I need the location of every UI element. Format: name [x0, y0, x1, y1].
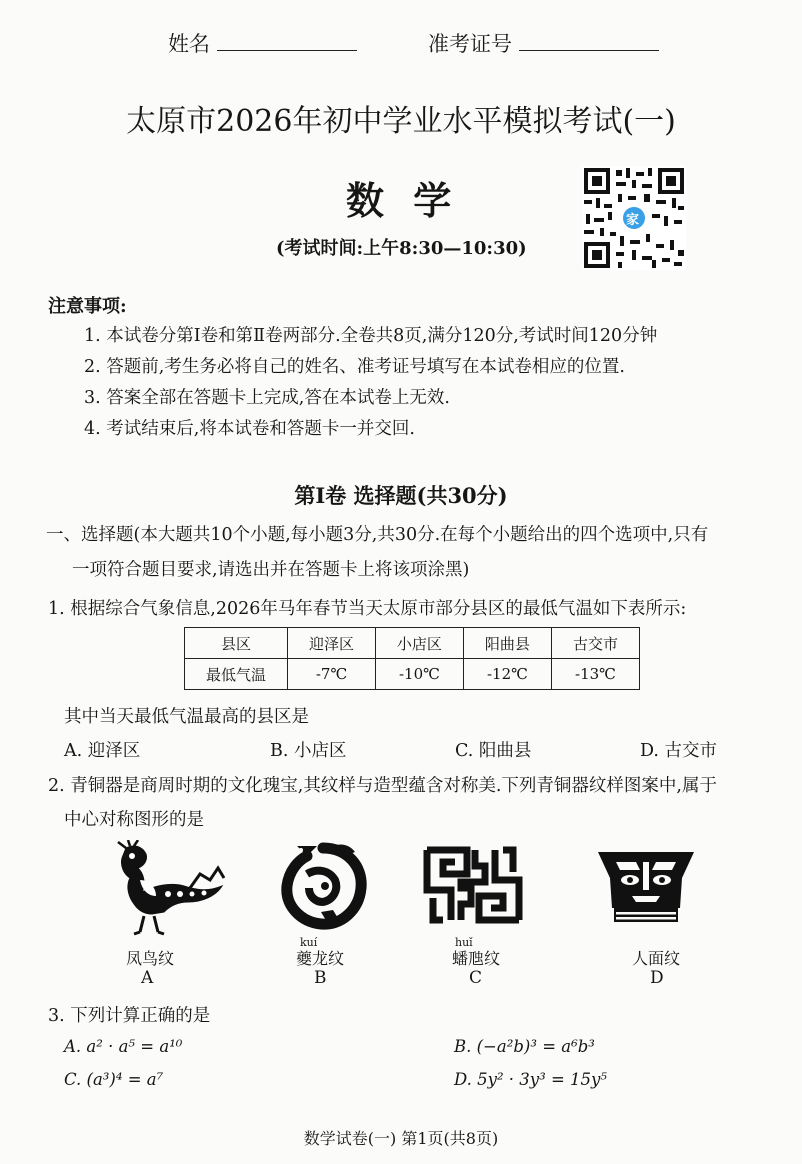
pinyin-label: kuí [300, 936, 318, 949]
option-b: B. 小店区 [270, 741, 347, 761]
figure-letter: D [650, 968, 664, 988]
figure-caption: 人面纹 [632, 949, 681, 968]
table-cell: 小店区 [375, 628, 463, 659]
question-stem: 3. 下列计算正确的是 [48, 1006, 211, 1026]
table-cell: 迎泽区 [288, 628, 376, 659]
table-cell: -13℃ [551, 659, 639, 690]
notice-item: 3. 答案全部在答题卡上完成,答在本试卷上无效. [84, 388, 450, 408]
notice-heading: 注意事项: [48, 296, 127, 317]
pinyin-label: huǐ [455, 936, 473, 949]
kui-dragon-pattern-icon [277, 840, 369, 932]
temperature-table [184, 627, 640, 690]
option-c: C. 阳曲县 [455, 741, 532, 761]
exam-time: (考试时间:上午8:30—10:30) [276, 238, 527, 259]
option-d: D. 5y² · 3y³ = 15y⁵ [454, 1070, 607, 1089]
question-stem: 1. 根据综合气象信息,2026年马年春节当天太原市部分县区的最低气温如下表所示: [48, 599, 687, 619]
question-prompt: 其中当天最低气温最高的县区是 [64, 707, 309, 727]
coiled-serpent-pattern-icon [423, 846, 523, 924]
table-cell: -10℃ [375, 659, 463, 690]
figure-letter: A [141, 968, 154, 988]
figure-c [423, 846, 523, 924]
name-label: 姓名 [168, 32, 210, 56]
option-b: B. (−a²b)³ = a⁶b³ [454, 1037, 595, 1056]
section-instruction: 一、选择题(本大题共10个小题,每小题3分,共30分.在每个小题给出的四个选项中,只有 [46, 525, 709, 545]
option-a: A. 迎泽区 [64, 741, 141, 761]
ticket-blank [519, 32, 659, 51]
ticket-label: 准考证号 [428, 32, 512, 56]
table-cell: -7℃ [288, 659, 376, 690]
page-footer: 数学试卷(一) 第1页(共8页) [303, 1129, 499, 1148]
name-field [168, 28, 357, 58]
figure-letter: C [469, 968, 483, 988]
ticket-field [428, 28, 659, 58]
section-instruction: 一项符合题目要求,请选出并在答题卡上将该项涂黑) [72, 560, 470, 580]
figure-caption: 蟠虺纹 [452, 949, 501, 968]
figure-a [104, 840, 228, 936]
figure-b [277, 840, 369, 932]
question-stem: 2. 青铜器是商周时期的文化瑰宝,其纹样与造型蕴含对称美.下列青铜器纹样图案中,属于 [48, 776, 717, 796]
table-header-cell: 县区 [185, 628, 288, 659]
notice-item: 2. 答题前,考生务必将自己的姓名、准考证号填写在本试卷相应的位置. [84, 357, 625, 377]
subject-title: 数 学 [346, 178, 460, 223]
table-cell: 古交市 [551, 628, 639, 659]
figure-caption: 凤鸟纹 [126, 949, 175, 968]
option-c: C. (a³)⁴ = a⁷ [64, 1070, 164, 1089]
table-row [185, 659, 640, 690]
notice-item: 4. 考试结束后,将本试卷和答题卡一并交回. [84, 419, 415, 439]
phoenix-bird-pattern-icon [104, 840, 228, 936]
question-stem: 中心对称图形的是 [64, 810, 204, 830]
figure-d [596, 848, 696, 924]
qr-badge-text: 家 [626, 213, 640, 228]
qr-code [582, 166, 686, 270]
human-face-pattern-icon [596, 848, 696, 924]
figure-caption: 夔龙纹 [296, 949, 345, 968]
table-row [185, 628, 640, 659]
table-header-cell: 最低气温 [185, 659, 288, 690]
notice-item: 1. 本试卷分第Ⅰ卷和第Ⅱ卷两部分.全卷共8页,满分120分,考试时间120分钟 [84, 326, 658, 346]
section-title: 第Ⅰ卷 选择题(共30分) [294, 483, 508, 508]
figure-letter: B [314, 968, 327, 988]
exam-title: 太原市2026年初中学业水平模拟考试(一) [126, 104, 676, 139]
table-cell: -12℃ [463, 659, 551, 690]
table-cell: 阳曲县 [463, 628, 551, 659]
option-a: A. a² · a⁵ = a¹⁰ [64, 1037, 183, 1056]
name-blank [217, 32, 357, 51]
option-d: D. 古交市 [640, 741, 718, 761]
